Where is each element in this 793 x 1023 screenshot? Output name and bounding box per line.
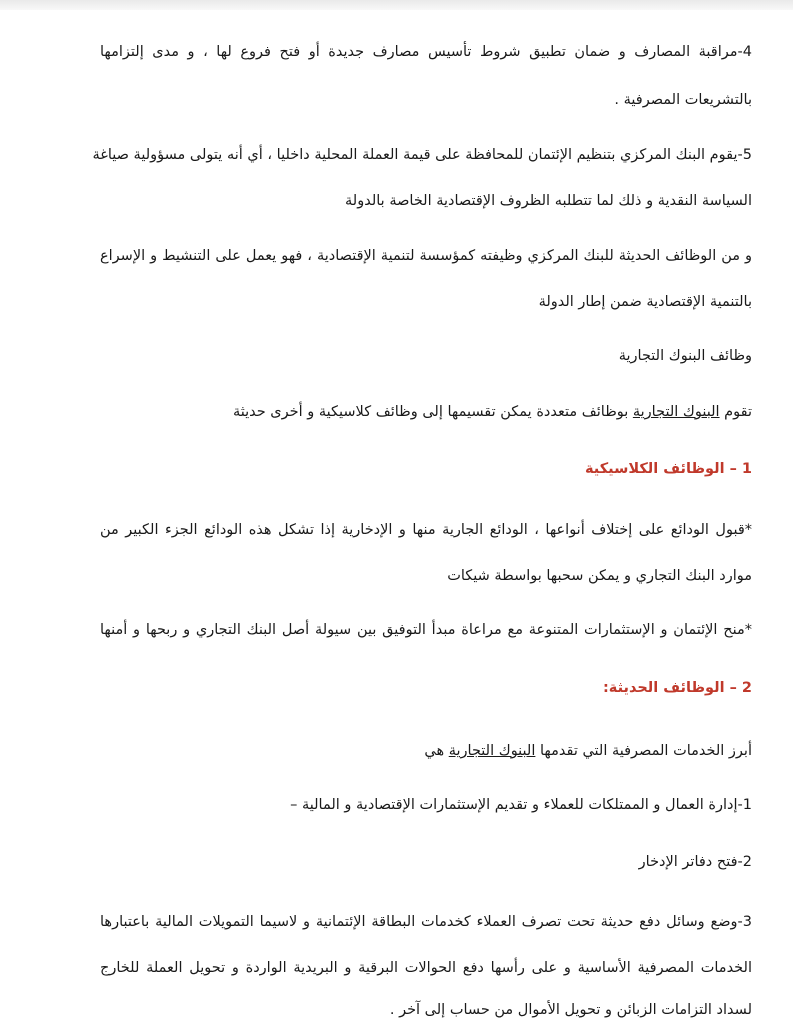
underlined-term: البنوك التجارية	[632, 404, 720, 420]
text-segment: بوظائف متعددة يمكن تقسيمها إلى وظائف كلاسيكية و أخرى حديثة	[232, 404, 633, 420]
paragraph-line: 1-إدارة العمال و الممتلكات للعملاء و تقديم الإستثمارات الإقتصادية و المالية –	[290, 797, 752, 813]
paragraph-line	[100, 741, 752, 761]
paragraph-line: لسداد التزامات الزبائن و تحويل الأموال من حساب إلى آخر .	[389, 1002, 752, 1018]
paragraph-line: 4-مراقبة المصارف و ضمان تطبيق شروط تأسيس مصارف جديدة أو فتح فروع لها ، و مدى إلتزامها	[100, 44, 752, 60]
paragraph-line: *قبول الودائع على إختلاف أنواعها ، الودائع الجارية منها و الإدخارية إذا تشكل هذه الودائع الجزء الكبير من	[100, 522, 752, 538]
section-title: وظائف البنوك التجارية	[618, 348, 752, 364]
underlined-term: البنوك التجارية	[448, 743, 536, 759]
paragraph-line: و من الوظائف الحديثة للبنك المركزي وظيفته كمؤسسة لتنمية الإقتصادية ، فهو يعمل على التنشيط و الإسراع	[100, 248, 752, 264]
text-segment: هي	[424, 743, 449, 759]
paragraph-line: 5-يقوم البنك المركزي بتنظيم الإئتمان للمحافظة على قيمة العملة المحلية داخليا ، أي أنه يتولى مسؤولية صياغة	[92, 147, 752, 163]
paragraph-line	[100, 402, 752, 422]
paragraph-line: بالتشريعات المصرفية .	[614, 92, 752, 108]
paragraph-line: 3-وضع وسائل دفع حديثة تحت تصرف العملاء كخدمات البطاقة الإئتمانية و لاسيما التمويلات المالية باعتبارها	[100, 914, 752, 930]
paragraph-line: بالتنمية الإقتصادية ضمن إطار الدولة	[538, 294, 752, 310]
paragraph-line: 2-فتح دفاتر الإدخار	[638, 854, 752, 870]
heading-classic-functions: 1 – الوظائف الكلاسيكية	[585, 461, 752, 477]
paragraph-line: الخدمات المصرفية الأساسية و على رأسها دفع الحوالات البرقية و البريدية الواردة و تحويل العملة للخارج	[100, 960, 752, 976]
paragraph-line: موارد البنك التجاري و يمكن سحبها بواسطة شيكات	[447, 568, 752, 584]
text-segment: تقوم	[719, 404, 752, 420]
top-bar	[0, 0, 793, 10]
paragraph-line: السياسة النقدية و ذلك لما تتطلبه الظروف الإقتصادية الخاصة بالدولة	[345, 193, 752, 209]
text-segment: أبرز الخدمات المصرفية التي تقدمها	[535, 743, 752, 759]
paragraph-line: *منح الإئتمان و الإستثمارات المتنوعة مع مراعاة مبدأ التوفيق بين سيولة أصل البنك التجاري و ربحها و أمنها	[100, 622, 752, 638]
heading-modern-functions: 2 – الوظائف الحديثة:	[602, 680, 752, 696]
